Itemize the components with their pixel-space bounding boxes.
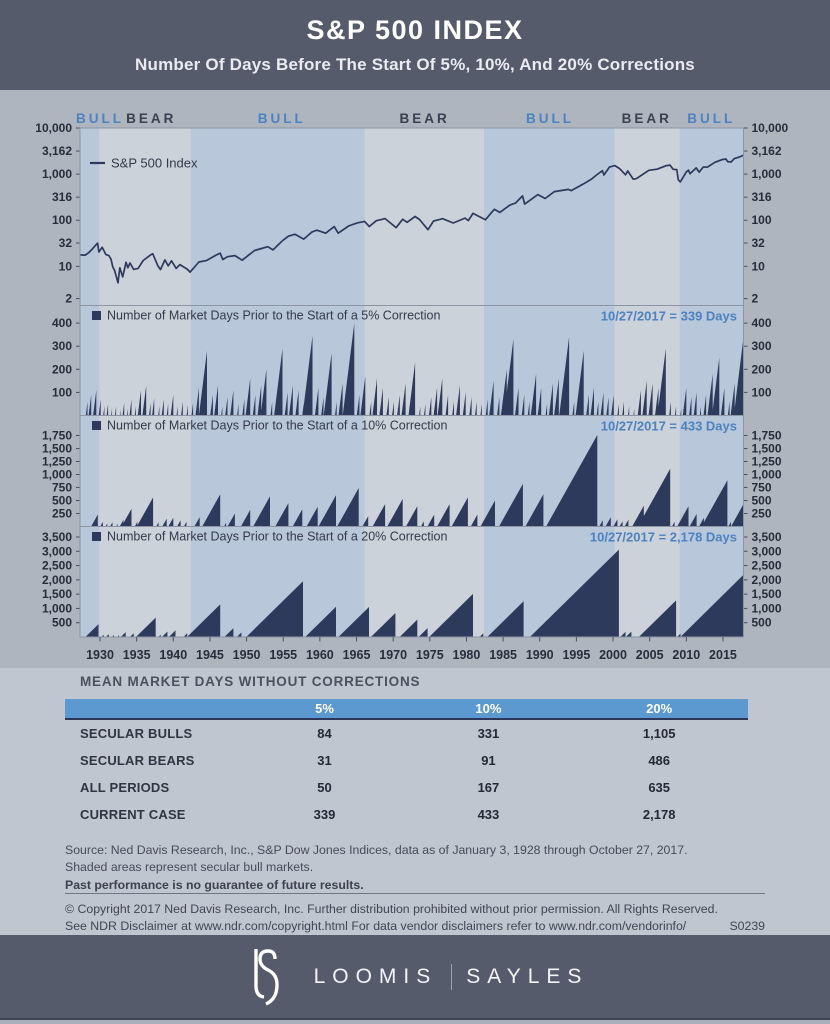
svg-text:316: 316 (51, 190, 72, 205)
svg-text:100: 100 (51, 213, 72, 228)
footer-brand (0, 935, 830, 1018)
svg-text:BEAR: BEAR (126, 111, 177, 126)
svg-text:2,000: 2,000 (751, 572, 782, 587)
svg-text:750: 750 (51, 480, 72, 495)
svg-text:3,500: 3,500 (751, 530, 782, 545)
svg-text:Number of Market Days Prior to: Number of Market Days Prior to the Start of a 10% Correction (107, 418, 448, 433)
svg-text:BULL: BULL (76, 111, 124, 126)
svg-text:BULL: BULL (687, 111, 736, 126)
svg-text:1950: 1950 (232, 648, 261, 662)
footer-bottom-strip (0, 1018, 830, 1024)
table-row (65, 774, 748, 801)
svg-text:1,500: 1,500 (41, 441, 72, 456)
svg-text:100: 100 (751, 213, 772, 228)
svg-text:300: 300 (51, 339, 72, 354)
table-row (65, 747, 748, 774)
svg-text:10/27/2017 = 2,178 Days: 10/27/2017 = 2,178 Days (589, 529, 737, 545)
svg-text:750: 750 (751, 480, 772, 495)
cell-value: 433 (477, 807, 500, 822)
copyright-line2: See NDR Disclaimer at www.ndr.com/copyright.html For data vendor disclaimers refer to www.ndr.com/vendorinfo/ (65, 919, 687, 933)
svg-text:300: 300 (751, 339, 772, 354)
cell-value: 50 (317, 780, 332, 795)
disclaimer-note: Past performance is no guarantee of future results. (65, 877, 364, 892)
cell-value: 1,105 (642, 726, 676, 741)
svg-text:BULL: BULL (526, 111, 575, 126)
svg-text:3,162: 3,162 (751, 144, 782, 159)
brand-sayles: SAYLES (466, 964, 589, 988)
cell-value: 84 (317, 726, 332, 741)
svg-text:3,000: 3,000 (751, 544, 782, 559)
svg-text:1,000: 1,000 (41, 467, 72, 482)
svg-text:100: 100 (51, 385, 72, 400)
svg-text:400: 400 (51, 316, 72, 331)
cell-value: 486 (648, 753, 671, 768)
row-label: CURRENT CASE (80, 807, 186, 822)
table-title: MEAN MARKET DAYS WITHOUT CORRECTIONS (80, 674, 421, 689)
svg-text:2015: 2015 (709, 648, 737, 662)
table-row (65, 720, 748, 747)
svg-text:200: 200 (751, 362, 772, 377)
page-subtitle: Number Of Days Before The Start Of 5%, 10%, And 20% Corrections (135, 55, 695, 74)
svg-text:1945: 1945 (196, 648, 224, 662)
svg-text:1,000: 1,000 (751, 601, 782, 616)
svg-text:3,162: 3,162 (41, 144, 72, 159)
svg-text:1,500: 1,500 (751, 587, 782, 602)
svg-text:32: 32 (751, 236, 765, 251)
svg-text:1980: 1980 (452, 648, 481, 662)
copyright-line1: © Copyright 2017 Ned Davis Research, Inc. Further distribution prohibited without prior permission. All Rights Reserved. (65, 902, 718, 916)
svg-text:1970: 1970 (379, 648, 408, 662)
brand-wordmark (314, 964, 589, 990)
svg-text:1940: 1940 (159, 648, 188, 662)
brand-loomis: LOOMIS (313, 964, 438, 988)
svg-text:1,500: 1,500 (751, 441, 782, 456)
svg-text:1930: 1930 (86, 648, 114, 662)
svg-text:500: 500 (751, 493, 772, 508)
svg-text:2,000: 2,000 (41, 572, 72, 587)
svg-text:1,250: 1,250 (751, 454, 782, 469)
svg-text:10,000: 10,000 (751, 121, 789, 135)
svg-text:2,500: 2,500 (41, 558, 72, 573)
svg-text:250: 250 (51, 506, 72, 521)
cell-value: 2,178 (642, 807, 676, 822)
svg-text:1960: 1960 (305, 648, 334, 662)
svg-text:500: 500 (51, 493, 72, 508)
source-notes (65, 842, 765, 894)
svg-text:1,000: 1,000 (751, 467, 782, 482)
svg-text:Number of Market Days Prior to: Number of Market Days Prior to the Start of a 20% Correction (107, 529, 448, 544)
shaded-areas-note: Shaded areas represent secular bull markets. (65, 860, 314, 875)
copyright-block (65, 893, 765, 935)
svg-text:BEAR: BEAR (621, 111, 672, 126)
table-row (65, 801, 748, 828)
svg-text:1,000: 1,000 (41, 167, 72, 182)
svg-text:250: 250 (751, 506, 772, 521)
svg-text:2: 2 (65, 291, 72, 306)
svg-text:32: 32 (58, 236, 72, 251)
svg-text:BULL: BULL (257, 111, 306, 126)
svg-text:10,000: 10,000 (35, 121, 72, 135)
cell-value: 331 (477, 726, 500, 741)
table-section (0, 668, 830, 935)
svg-text:1975: 1975 (415, 648, 444, 662)
row-label: SECULAR BULLS (80, 726, 193, 741)
svg-text:1965: 1965 (342, 648, 371, 662)
brand-divider (451, 964, 452, 990)
svg-text:1,750: 1,750 (41, 428, 72, 443)
svg-text:2000: 2000 (599, 648, 627, 662)
svg-text:1,500: 1,500 (41, 587, 72, 602)
svg-text:10: 10 (751, 259, 765, 274)
row-label: SECULAR BEARS (80, 753, 195, 768)
svg-text:400: 400 (751, 316, 772, 331)
loomis-sayles-logo-icon (242, 946, 288, 1008)
cell-value: 31 (317, 753, 332, 768)
summary-table (65, 699, 748, 828)
svg-text:2010: 2010 (672, 648, 701, 662)
svg-text:Number of Market Days Prior to: Number of Market Days Prior to the Start of a 5% Correction (107, 308, 441, 323)
svg-text:2,500: 2,500 (751, 558, 782, 573)
svg-text:2005: 2005 (635, 648, 664, 662)
table-header-row (65, 699, 748, 720)
svg-text:200: 200 (51, 362, 72, 377)
svg-text:1,000: 1,000 (41, 601, 72, 616)
cell-value: 339 (313, 807, 336, 822)
footer (0, 935, 830, 1024)
svg-text:BEAR: BEAR (399, 111, 450, 126)
svg-text:1985: 1985 (489, 648, 518, 662)
source-line: Source: Ned Davis Research, Inc., S&P Dow Jones Indices, data as of January 3, 1928 through October 27, 2017. (65, 843, 688, 857)
svg-text:1955: 1955 (269, 648, 298, 662)
svg-text:S&P 500 Index: S&P 500 Index (111, 155, 198, 171)
document-code: S0239 (729, 919, 765, 933)
cell-value: 167 (477, 780, 500, 795)
table-header-20pct: 20% (646, 701, 673, 716)
svg-text:1,000: 1,000 (751, 167, 782, 182)
svg-text:1935: 1935 (122, 648, 151, 662)
svg-text:500: 500 (751, 615, 772, 630)
page-title: S&P 500 INDEX (306, 15, 524, 45)
svg-text:10/27/2017 = 339 Days: 10/27/2017 = 339 Days (600, 308, 737, 324)
svg-text:100: 100 (751, 385, 772, 400)
svg-text:10: 10 (58, 259, 72, 274)
svg-text:1990: 1990 (525, 648, 554, 662)
svg-text:2: 2 (751, 291, 759, 306)
svg-text:500: 500 (51, 615, 72, 630)
table-header-5pct: 5% (315, 701, 334, 716)
svg-text:316: 316 (751, 190, 772, 205)
svg-text:3,500: 3,500 (41, 530, 72, 545)
svg-text:1995: 1995 (562, 648, 591, 662)
cell-value: 91 (481, 753, 496, 768)
row-label: ALL PERIODS (80, 780, 170, 795)
svg-text:3,000: 3,000 (41, 544, 72, 559)
svg-text:1,750: 1,750 (751, 428, 782, 443)
svg-text:1,250: 1,250 (41, 454, 72, 469)
table-header-10pct: 10% (475, 701, 502, 716)
svg-text:10/27/2017 = 433 Days: 10/27/2017 = 433 Days (600, 418, 737, 434)
cell-value: 635 (648, 780, 671, 795)
